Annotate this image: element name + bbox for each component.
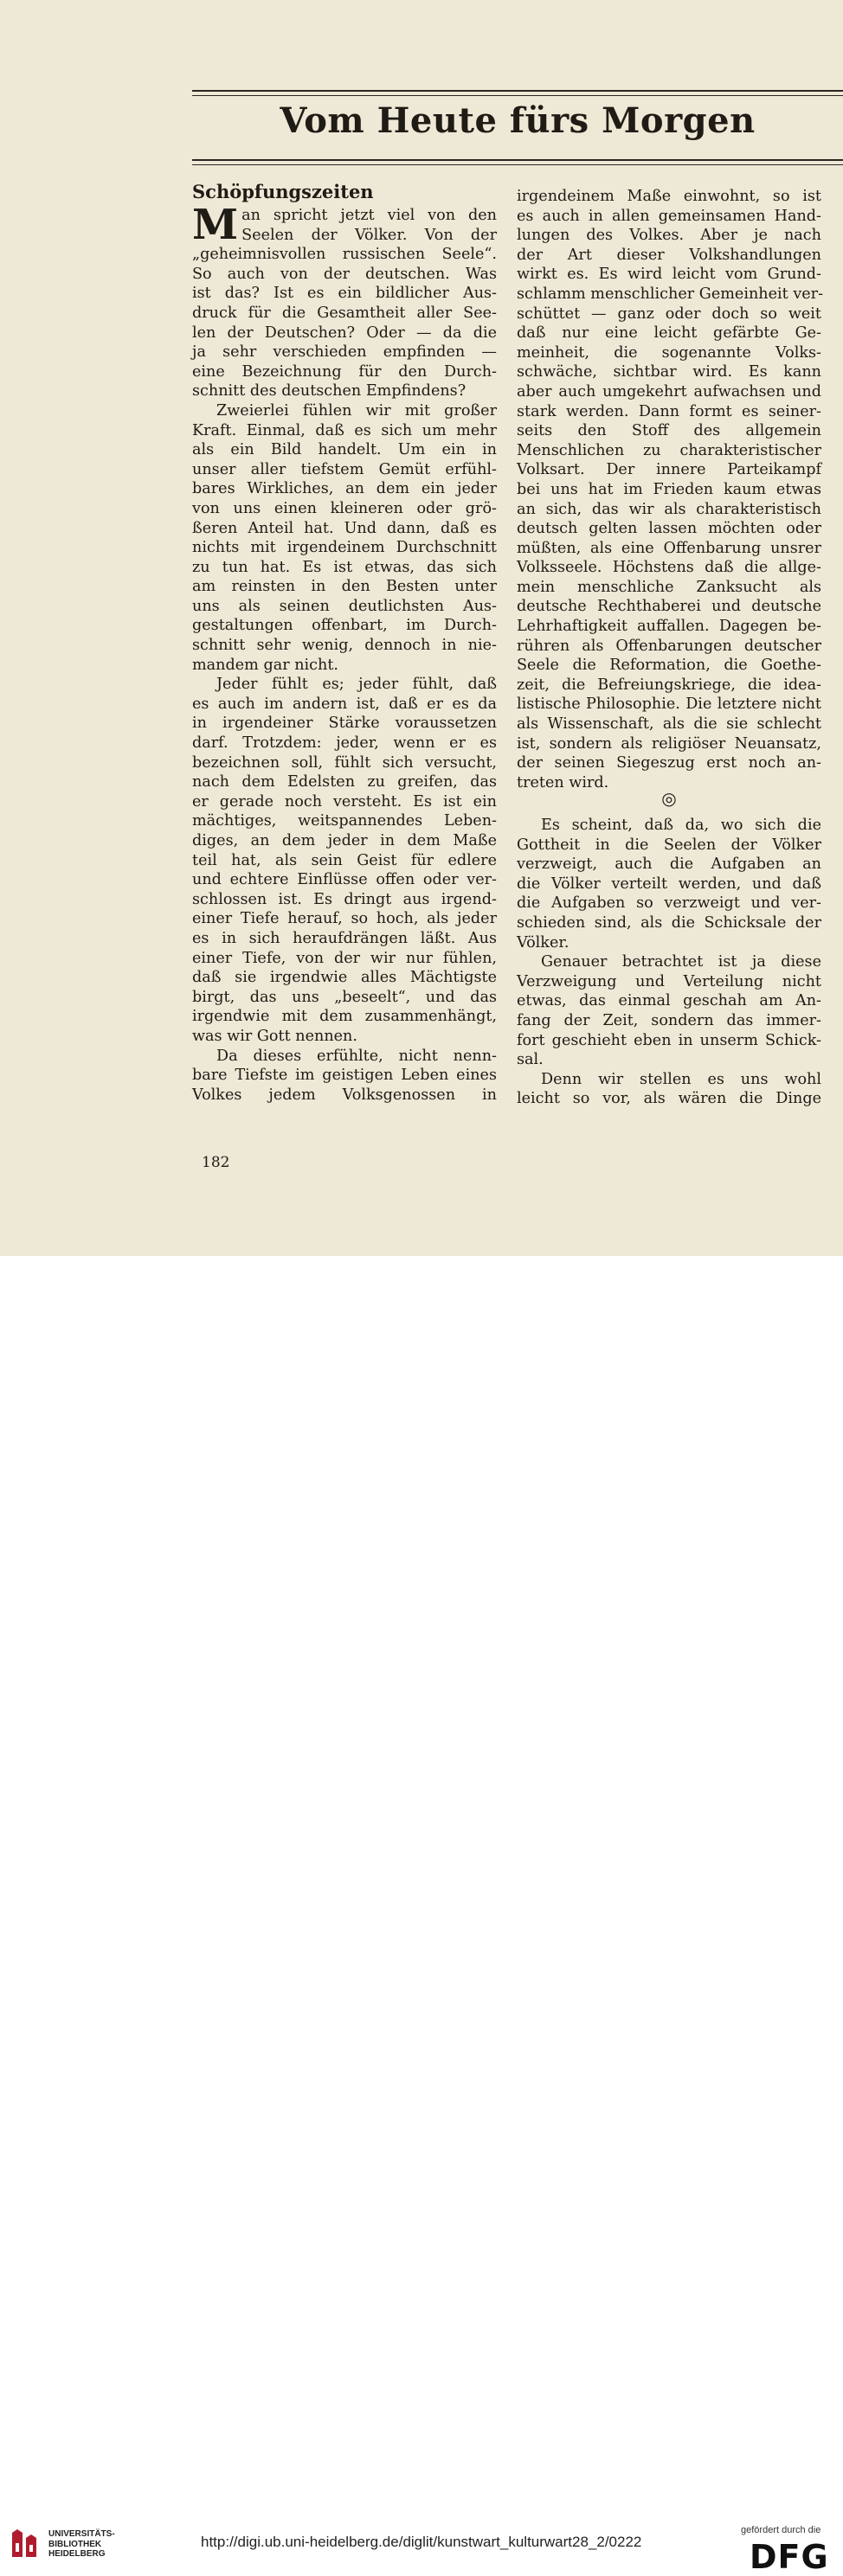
text-line: aber auch umgekehrt aufwachsen und xyxy=(517,382,821,400)
text-line: Völker. xyxy=(517,933,570,952)
text-line: bei uns hat im Frieden kaum etwas xyxy=(517,480,821,498)
text-line: mandem gar nicht. xyxy=(192,656,339,674)
text-line: Gottheit in die Seelen der Völker xyxy=(517,836,821,854)
text-line: daß sie irgendwie alles Mächtigste xyxy=(192,969,497,987)
text-line: ßeren Anteil hat. Und dann, daß es xyxy=(192,519,497,537)
text-line: stark werden. Dann formt es seiner- xyxy=(517,402,821,420)
text-line: meinheit, die sogenannte Volks- xyxy=(517,343,821,362)
library-name xyxy=(48,2529,115,2560)
text-line: Jeder fühlt es; jeder fühlt, daß xyxy=(216,676,497,694)
text-line: Volksseele. Höchstens daß die allge- xyxy=(517,559,821,577)
text-line: der Art dieser Volkshandlungen xyxy=(517,246,821,264)
text-line: unser aller tiefstem Gemüt erfühl- xyxy=(192,460,497,478)
paragraph-continued xyxy=(517,187,824,792)
text-line: bares Wirkliches, an dem ein jeder xyxy=(192,480,497,498)
library-name-line: HEIDELBERG xyxy=(48,2549,106,2559)
funded-by-label: gefördert durch die xyxy=(741,2525,821,2535)
library-name-line: BIBLIOTHEK xyxy=(48,2539,102,2549)
text-line: die Aufgaben so verzweigt und ver- xyxy=(517,894,821,913)
text-line: die Völker verteilt werden, und daß xyxy=(517,875,821,893)
column-right xyxy=(517,187,824,1109)
paragraph-2 xyxy=(192,401,497,675)
text-line: rühren als Offenbarungen deutscher xyxy=(517,637,821,655)
text-line: schnitt des deutschen Empfindens? xyxy=(192,382,467,400)
text-line: der seinen Siegeszug erst noch an- xyxy=(517,754,821,772)
scanned-page xyxy=(0,0,843,1256)
text-line: uns als seinen deutlichsten Aus- xyxy=(192,597,497,615)
text-line: schwäche, sichtbar wird. Es kann xyxy=(517,363,821,381)
text-line: verzweigt, auch die Aufgaben an xyxy=(517,855,821,874)
text-line: Lehrhaftigkeit auffallen. Dagegen be- xyxy=(517,618,821,636)
text-line: einer Tiefe herauf, so hoch, als jeder xyxy=(192,910,497,928)
text-line: es in sich heraufdrängen läßt. Aus xyxy=(192,929,497,947)
text-line: fang der Zeit, sondern das immer- xyxy=(517,1011,821,1029)
section-ornament-icon: ◎ xyxy=(661,788,677,810)
article-heading: Schöpfungszeiten xyxy=(192,181,374,202)
column-left xyxy=(192,180,497,1105)
text-line: ist das? Ist es ein bildlicher Aus- xyxy=(192,285,497,303)
text-line: es auch im andern ist, daß er es da xyxy=(192,695,497,713)
text-line: seits den Stoff des allgemein xyxy=(517,422,821,440)
page-number: 182 xyxy=(202,1154,230,1171)
text-line: birgt, das uns „beseelt“, und das xyxy=(192,988,497,1006)
text-line: Genauer betrachtet ist ja diese xyxy=(541,953,821,971)
text-line: daß nur eine leicht gefärbte Ge- xyxy=(517,324,821,343)
text-line: irgendwie mit dem zusammenhängt, xyxy=(192,1008,497,1026)
text-line: deutsch gelten lassen möchten oder xyxy=(517,520,821,538)
text-line: Seele die Reformation, die Goethe- xyxy=(517,657,821,675)
text-line: an spricht jetzt viel von den xyxy=(241,207,497,224)
text-line: schnitt sehr wenig, dennoch in nie- xyxy=(192,637,497,655)
text-line: bezeichnen soll, fühlt sich versucht, xyxy=(192,753,497,772)
dfg-logo: DFG xyxy=(750,2538,829,2576)
text-line: lungen des Volkes. Aber je nach xyxy=(517,227,821,245)
text-line: was wir Gott nennen. xyxy=(192,1027,357,1045)
text-line: irgendeinem Maße einwohnt, so ist xyxy=(517,188,821,205)
text-line: Menschlichen zu charakteristischer xyxy=(517,441,821,459)
text-line: Da dieses erfühlte, nicht nenn- xyxy=(216,1047,497,1065)
text-line: und echtere Einflüsse offen oder ver- xyxy=(192,871,497,889)
text-line: er gerade noch versteht. Es ist ein xyxy=(192,792,497,811)
text-line: sal. xyxy=(517,1051,544,1069)
text-line: schüttet — ganz oder doch so weit xyxy=(517,304,821,323)
paragraph-5 xyxy=(517,816,821,952)
text-line: es auch in allen gemeinsamen Hand- xyxy=(517,207,821,225)
text-line: schlamm menschlicher Gemeinheit ver- xyxy=(517,285,824,303)
paragraph-3 xyxy=(192,675,497,1046)
text-line: len der Deutschen? Oder — da die xyxy=(192,324,497,342)
viewer-footer xyxy=(0,1256,843,2576)
text-line: Zweierlei fühlen wir mit großer xyxy=(216,401,497,420)
title-rule-upper xyxy=(192,159,843,161)
text-line: Kraft. Einmal, daß es sich um mehr xyxy=(192,421,497,439)
page-title: Vom Heute fürs Morgen xyxy=(280,100,756,141)
text-line: mein menschliche Zanksucht als xyxy=(517,578,821,596)
text-line: Denn wir stellen es uns wohl xyxy=(541,1070,821,1088)
text-line: etwas, das einmal geschah am An- xyxy=(517,992,821,1010)
text-line: zeit, die Befreiungskriege, die idea- xyxy=(517,676,821,694)
text-line: deutsche Rechthaberei und deutsche xyxy=(517,598,821,616)
text-line: „geheimnisvollen russischen Seele“. xyxy=(192,246,497,264)
text-line: Seelen der Völker. Von der xyxy=(241,226,497,244)
text-line: an sich, das wir als charakteristisch xyxy=(517,500,821,518)
text-line: zu tun hat. Es ist etwas, das sich xyxy=(192,558,497,576)
paragraph-6 xyxy=(517,952,821,1070)
text-line: druck für die Gesamtheit aller See- xyxy=(192,304,497,322)
paragraph-7 xyxy=(517,1070,821,1109)
permalink-url[interactable]: http://digi.ub.uni-heidelberg.de/diglit/kunstwart_kulturwart28_2/0222 xyxy=(201,2534,642,2550)
text-line: wirkt es. Es wird leicht vom Grund- xyxy=(517,266,821,284)
text-line: listische Philosophie. Die letztere nicht xyxy=(517,695,821,714)
text-line: als ein Bild handelt. Um ein in xyxy=(192,441,497,459)
library-name-line: UNIVERSITÄTS- xyxy=(48,2529,115,2539)
text-line: teil hat, als sein Geist für edlere xyxy=(192,851,497,869)
text-line: nichts mit irgendeinem Durchschnitt xyxy=(192,539,497,557)
text-line: schlossen ist. Es dringt aus irgend- xyxy=(192,890,497,908)
text-line: gestaltungen offenbart, im Durch- xyxy=(192,617,497,635)
text-line: als Wissenschaft, als die sie schlecht xyxy=(517,715,821,734)
title-rule-lower xyxy=(192,164,843,165)
text-line: So auch von der deutschen. Was xyxy=(192,265,497,283)
text-line: Volkes jedem Volksgenossen in xyxy=(192,1086,497,1104)
university-library-logo-icon xyxy=(9,2526,42,2560)
text-line: fort geschieht eben in unserm Schick- xyxy=(517,1031,821,1049)
text-line: Es scheint, daß da, wo sich die xyxy=(541,817,821,834)
text-line: nach dem Edelsten zu greifen, das xyxy=(192,773,497,791)
text-line: diges, an dem jeder in dem Maße xyxy=(192,832,497,849)
paragraph-1 xyxy=(192,201,497,401)
text-line: einer Tiefe, von der wir nur fühlen, xyxy=(192,949,497,967)
top-rule-upper xyxy=(192,90,843,92)
text-line: leicht so vor, als wären die Dinge xyxy=(517,1090,821,1108)
text-line: Verzweigung und Verteilung nicht xyxy=(517,972,821,990)
top-rule-lower xyxy=(192,95,843,96)
text-line: mächtiges, weitspannendes Leben- xyxy=(192,812,497,830)
drop-cap: M xyxy=(192,201,239,249)
text-line: darf. Trotzdem: jeder, wenn er es xyxy=(192,734,497,753)
paragraph-4 xyxy=(192,1047,497,1105)
text-line: müßten, als eine Offenbarung unsrer xyxy=(517,539,821,557)
text-line: ist, sondern als religiöser Neuansatz, xyxy=(517,734,821,753)
text-line: von uns einen kleineren oder grö- xyxy=(192,499,497,517)
text-line: bare Tiefste im geistigen Leben eines xyxy=(192,1067,497,1085)
text-line: ja sehr verschieden empfinden — xyxy=(192,343,497,362)
text-line: Volksart. Der innere Parteikampf xyxy=(517,461,821,479)
text-line: in irgendeiner Stärke voraussetzen xyxy=(192,714,497,733)
text-line: eine Bezeichnung für den Durch- xyxy=(192,362,497,381)
text-line: treten wird. xyxy=(517,773,609,791)
text-line: am reinsten in den Besten unter xyxy=(192,578,497,596)
text-line: schieden sind, als die Schicksale der xyxy=(517,913,821,932)
